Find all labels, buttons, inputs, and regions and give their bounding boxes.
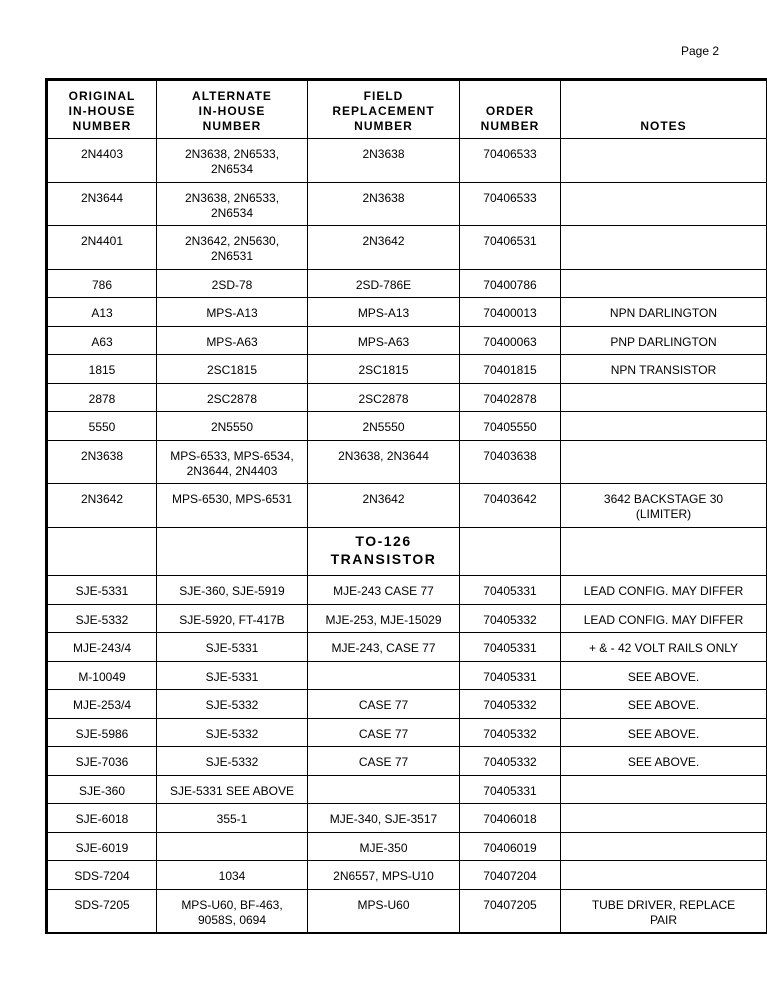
- cell-field-replacement: 2N3638: [308, 139, 460, 183]
- table-row: [47, 226, 767, 270]
- table-row: [47, 383, 767, 412]
- table-row: [47, 718, 767, 747]
- cell-order-number: 70400786: [460, 269, 561, 298]
- cell-notes: [561, 226, 767, 270]
- table-row: [47, 604, 767, 633]
- cell-alternate-number: SJE-5920, FT-417B: [157, 604, 308, 633]
- page-number: Page 2: [681, 44, 720, 58]
- section-header-row: [47, 527, 767, 576]
- cell-order-number: 70405331: [460, 661, 561, 690]
- cell-order-number: 70403638: [460, 440, 561, 484]
- cell-original-number: MJE-253/4: [47, 690, 157, 719]
- table-row: [47, 298, 767, 327]
- cell-alternate-number: 2N3638, 2N6533, 2N6534: [157, 182, 308, 226]
- cell-original-number: 5550: [47, 412, 157, 441]
- cell-notes: [561, 484, 767, 528]
- table-row: [47, 832, 767, 861]
- cell-field-replacement: 2N5550: [308, 412, 460, 441]
- cell-order-number: 70405331: [460, 775, 561, 804]
- cell-notes: [561, 576, 767, 605]
- table-row: [47, 576, 767, 605]
- cell-original-number: SJE-7036: [47, 747, 157, 776]
- cell-original-number: SJE-360: [47, 775, 157, 804]
- cell-original-number: 2N3642: [47, 484, 157, 528]
- cell-alternate-number: MPS-6533, MPS-6534, 2N3644, 2N4403: [157, 440, 308, 484]
- empty-cell: [460, 527, 561, 576]
- cell-order-number: 70405331: [460, 633, 561, 662]
- notes-line: LEAD CONFIG. MAY DIFFER: [583, 612, 744, 627]
- parts-cross-reference-table: [45, 78, 767, 934]
- cell-alternate-number: SJE-5332: [157, 690, 308, 719]
- cell-original-number: A13: [47, 298, 157, 327]
- cell-field-replacement: 2SC1815: [308, 355, 460, 384]
- notes-line: SEE ABOVE.: [627, 726, 700, 741]
- table-row: [47, 861, 767, 890]
- header-notes: NOTES: [561, 80, 767, 139]
- cell-order-number: 70405332: [460, 604, 561, 633]
- cell-alternate-number: 2SD-78: [157, 269, 308, 298]
- cell-order-number: 70400063: [460, 326, 561, 355]
- cell-field-replacement: MPS-A13: [308, 298, 460, 327]
- cell-notes: [561, 747, 767, 776]
- cell-notes: [561, 861, 767, 890]
- cell-original-number: 2N3644: [47, 182, 157, 226]
- cell-alternate-number: SJE-5332: [157, 718, 308, 747]
- notes-line: TUBE DRIVER, REPLACE: [591, 897, 736, 912]
- cell-notes: [561, 718, 767, 747]
- cell-original-number: MJE-243/4: [47, 633, 157, 662]
- cell-alternate-number: 2N5550: [157, 412, 308, 441]
- cell-notes: [561, 182, 767, 226]
- cell-order-number: 70402878: [460, 383, 561, 412]
- cell-order-number: 70405332: [460, 718, 561, 747]
- empty-cell: [47, 527, 157, 576]
- cell-order-number: 70406533: [460, 182, 561, 226]
- cell-notes: [561, 661, 767, 690]
- cell-original-number: A63: [47, 326, 157, 355]
- cell-order-number: 70405332: [460, 690, 561, 719]
- cell-field-replacement: 2N3638, 2N3644: [308, 440, 460, 484]
- cell-alternate-number: MPS-U60, BF-463, 9058S, 0694: [157, 889, 308, 933]
- cell-order-number: 70406533: [460, 139, 561, 183]
- cell-original-number: 2N4403: [47, 139, 157, 183]
- cell-notes: [561, 355, 767, 384]
- cell-alternate-number: MPS-6530, MPS-6531: [157, 484, 308, 528]
- cell-notes: [561, 604, 767, 633]
- table-row: [47, 412, 767, 441]
- notes-line: SEE ABOVE.: [627, 755, 700, 769]
- cell-alternate-number: 2SC2878: [157, 383, 308, 412]
- cell-order-number: 70406019: [460, 832, 561, 861]
- table-body: [47, 139, 767, 934]
- cell-alternate-number: [157, 832, 308, 861]
- cell-order-number: 70405332: [460, 747, 561, 776]
- table-row: [47, 269, 767, 298]
- table-row: [47, 690, 767, 719]
- notes-line: SEE ABOVE.: [627, 698, 700, 712]
- cell-notes: [561, 775, 767, 804]
- notes-line: 3642 BACKSTAGE 30: [603, 492, 724, 506]
- empty-cell: [561, 527, 767, 576]
- cell-alternate-number: SJE-5331 SEE ABOVE: [157, 775, 308, 804]
- cell-notes: [561, 383, 767, 412]
- cell-notes: [561, 889, 767, 933]
- cell-original-number: SJE-5331: [47, 576, 157, 605]
- table-row: [47, 182, 767, 226]
- cell-field-replacement: MJE-253, MJE-15029: [308, 604, 460, 633]
- cell-field-replacement: MJE-243 CASE 77: [308, 576, 460, 605]
- cell-original-number: SDS-7204: [47, 861, 157, 890]
- cell-notes: [561, 440, 767, 484]
- parts-table-container: [45, 78, 744, 927]
- notes-line: NPN TRANSISTOR: [610, 363, 717, 377]
- cell-field-replacement: 2N3638: [308, 182, 460, 226]
- cell-field-replacement: 2N3642: [308, 484, 460, 528]
- cell-field-replacement: MJE-340, SJE-3517: [308, 804, 460, 833]
- cell-notes: [561, 633, 767, 662]
- cell-notes: [561, 326, 767, 355]
- header-original-number: ORIGINAL IN-HOUSE NUMBER: [47, 80, 157, 139]
- cell-original-number: SJE-5986: [47, 718, 157, 747]
- cell-field-replacement: MJE-243, CASE 77: [308, 633, 460, 662]
- cell-alternate-number: 2SC1815: [157, 355, 308, 384]
- notes-line: PAIR: [649, 912, 678, 927]
- notes-line: NPN DARLINGTON: [609, 306, 718, 320]
- cell-notes: [561, 804, 767, 833]
- cell-notes: [561, 690, 767, 719]
- cell-order-number: 70400013: [460, 298, 561, 327]
- cell-field-replacement: 2SC2878: [308, 383, 460, 412]
- cell-order-number: 70407205: [460, 889, 561, 933]
- cell-original-number: 786: [47, 269, 157, 298]
- cell-field-replacement: [308, 661, 460, 690]
- table-row: [47, 661, 767, 690]
- cell-original-number: 2N4401: [47, 226, 157, 270]
- cell-notes: [561, 139, 767, 183]
- cell-alternate-number: SJE-360, SJE-5919: [157, 576, 308, 605]
- cell-alternate-number: 1034: [157, 861, 308, 890]
- table-row: [47, 775, 767, 804]
- cell-notes: [561, 832, 767, 861]
- cell-order-number: 70405331: [460, 576, 561, 605]
- cell-field-replacement: 2N3642: [308, 226, 460, 270]
- cell-alternate-number: SJE-5331: [157, 661, 308, 690]
- cell-alternate-number: 2N3642, 2N5630, 2N6531: [157, 226, 308, 270]
- cell-order-number: 70407204: [460, 861, 561, 890]
- cell-field-replacement: CASE 77: [308, 747, 460, 776]
- cell-original-number: SJE-5332: [47, 604, 157, 633]
- cell-original-number: M-10049: [47, 661, 157, 690]
- cell-notes: [561, 412, 767, 441]
- cell-alternate-number: MPS-A63: [157, 326, 308, 355]
- table-row: [47, 889, 767, 933]
- cell-order-number: 70405550: [460, 412, 561, 441]
- cell-field-replacement: MPS-U60: [308, 889, 460, 933]
- header-alternate-number: ALTERNATE IN-HOUSE NUMBER: [157, 80, 308, 139]
- empty-cell: [157, 527, 308, 576]
- cell-field-replacement: CASE 77: [308, 690, 460, 719]
- cell-field-replacement: 2SD-786E: [308, 269, 460, 298]
- table-row: [47, 804, 767, 833]
- cell-alternate-number: MPS-A13: [157, 298, 308, 327]
- notes-line: PNP DARLINGTON: [610, 334, 717, 349]
- header-field-replacement-number: FIELD REPLACEMENT NUMBER: [308, 80, 460, 139]
- notes-line: + & - 42 VOLT RAILS ONLY: [588, 641, 739, 655]
- cell-field-replacement: [308, 775, 460, 804]
- cell-order-number: 70403642: [460, 484, 561, 528]
- table-row: [47, 633, 767, 662]
- cell-field-replacement: MPS-A63: [308, 326, 460, 355]
- cell-original-number: 2N3638: [47, 440, 157, 484]
- cell-order-number: 70406018: [460, 804, 561, 833]
- table-row: [47, 747, 767, 776]
- section-title: TO-126 TRANSISTOR: [308, 527, 460, 576]
- cell-original-number: SJE-6019: [47, 832, 157, 861]
- cell-original-number: SDS-7205: [47, 889, 157, 933]
- cell-original-number: SJE-6018: [47, 804, 157, 833]
- cell-original-number: 2878: [47, 383, 157, 412]
- cell-alternate-number: 2N3638, 2N6533, 2N6534: [157, 139, 308, 183]
- cell-original-number: 1815: [47, 355, 157, 384]
- header-order-number: ORDER NUMBER: [460, 80, 561, 139]
- cell-order-number: 70406531: [460, 226, 561, 270]
- cell-field-replacement: 2N6557, MPS-U10: [308, 861, 460, 890]
- cell-alternate-number: SJE-5331: [157, 633, 308, 662]
- table-row: [47, 484, 767, 528]
- table-row: [47, 355, 767, 384]
- cell-field-replacement: MJE-350: [308, 832, 460, 861]
- notes-line: (LIMITER): [635, 507, 692, 521]
- cell-alternate-number: SJE-5332: [157, 747, 308, 776]
- cell-alternate-number: 355-1: [157, 804, 308, 833]
- notes-line: LEAD CONFIG. MAY DIFFER: [583, 584, 744, 598]
- cell-notes: [561, 269, 767, 298]
- cell-order-number: 70401815: [460, 355, 561, 384]
- cell-field-replacement: CASE 77: [308, 718, 460, 747]
- table-row: [47, 326, 767, 355]
- notes-line: SEE ABOVE.: [627, 669, 700, 684]
- header-row: [47, 80, 767, 139]
- table-row: [47, 139, 767, 183]
- cell-notes: [561, 298, 767, 327]
- table-row: [47, 440, 767, 484]
